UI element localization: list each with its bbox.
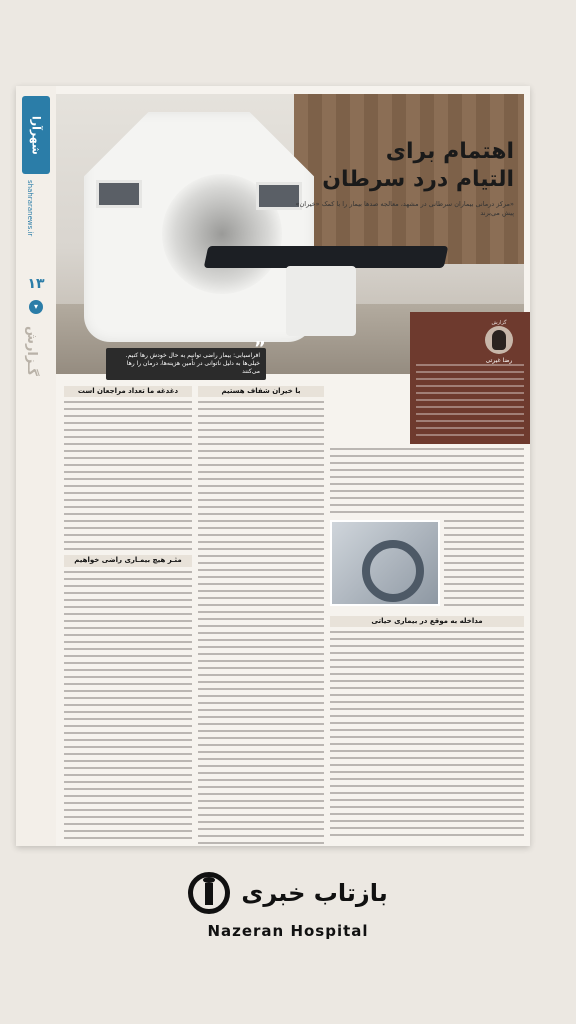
author-name: رضا غیرتی [485, 357, 513, 364]
column-left [64, 382, 192, 841]
linac-gantry [84, 112, 314, 342]
avatar [485, 326, 513, 354]
brand-fa: بازتاب خبری [241, 879, 388, 907]
headline [294, 138, 514, 194]
photo-caption: افراسیابی: بیمار راضی توانیم به حال خودش رها کنیم. خیلی‌ها به دلیل ناتوانی در تأمین هزینه‌ها، درمان را رها می‌کنند [106, 348, 266, 380]
column-right-side [444, 520, 524, 606]
body-text [64, 401, 192, 551]
body-text [64, 571, 192, 841]
site-url: shahraranews.ir [26, 180, 34, 237]
author-head [474, 320, 524, 364]
footer-logo [0, 872, 576, 940]
left-strip [16, 86, 56, 846]
brand-en: Nazeran Hospital [207, 922, 369, 940]
subheading-1: دغدغه ما تعداد مراجعان است [64, 386, 192, 397]
lead: «مرکز درمانی بیماران سرطانی در مشهد، معالجه صدها بیمار را با کمک «خیران» پیش می‌برند [295, 200, 514, 217]
author-box [410, 312, 530, 444]
subheading-4: مداخله به موقع در بیماری حیاتی [330, 616, 524, 627]
subheading-3: با خیران شفاف هستیم [198, 386, 324, 397]
hospital-logo-icon [188, 872, 230, 914]
brand-name: شهرآرا [29, 115, 43, 155]
column-right-lower [330, 612, 524, 841]
headline-block [294, 138, 514, 218]
newspaper-logo [22, 96, 50, 174]
column-middle [198, 382, 324, 846]
page-number: ۱۳ [27, 276, 45, 292]
headline-line-1: اهتمام برای [385, 139, 514, 164]
column-right [330, 448, 524, 516]
author-intro-text [416, 364, 524, 438]
body-text [330, 631, 524, 841]
section-label: گـزارش [24, 326, 39, 376]
couch-base [286, 266, 356, 336]
newspaper-page [16, 86, 530, 846]
headline-line-2: التیام درد سرطان [322, 167, 514, 192]
subheading-2: مثـر هیچ بیمـاری راضی خواهیم [64, 555, 192, 566]
body-text [444, 520, 524, 606]
quote-icon: ” [254, 338, 266, 359]
body-text [198, 401, 324, 846]
arrow-down-icon: ▾ [29, 300, 43, 314]
author-label: گزارش [491, 320, 507, 326]
body-text [330, 448, 524, 516]
monitor-left [96, 180, 142, 208]
device-photo [330, 520, 440, 606]
treatment-couch [204, 246, 449, 268]
